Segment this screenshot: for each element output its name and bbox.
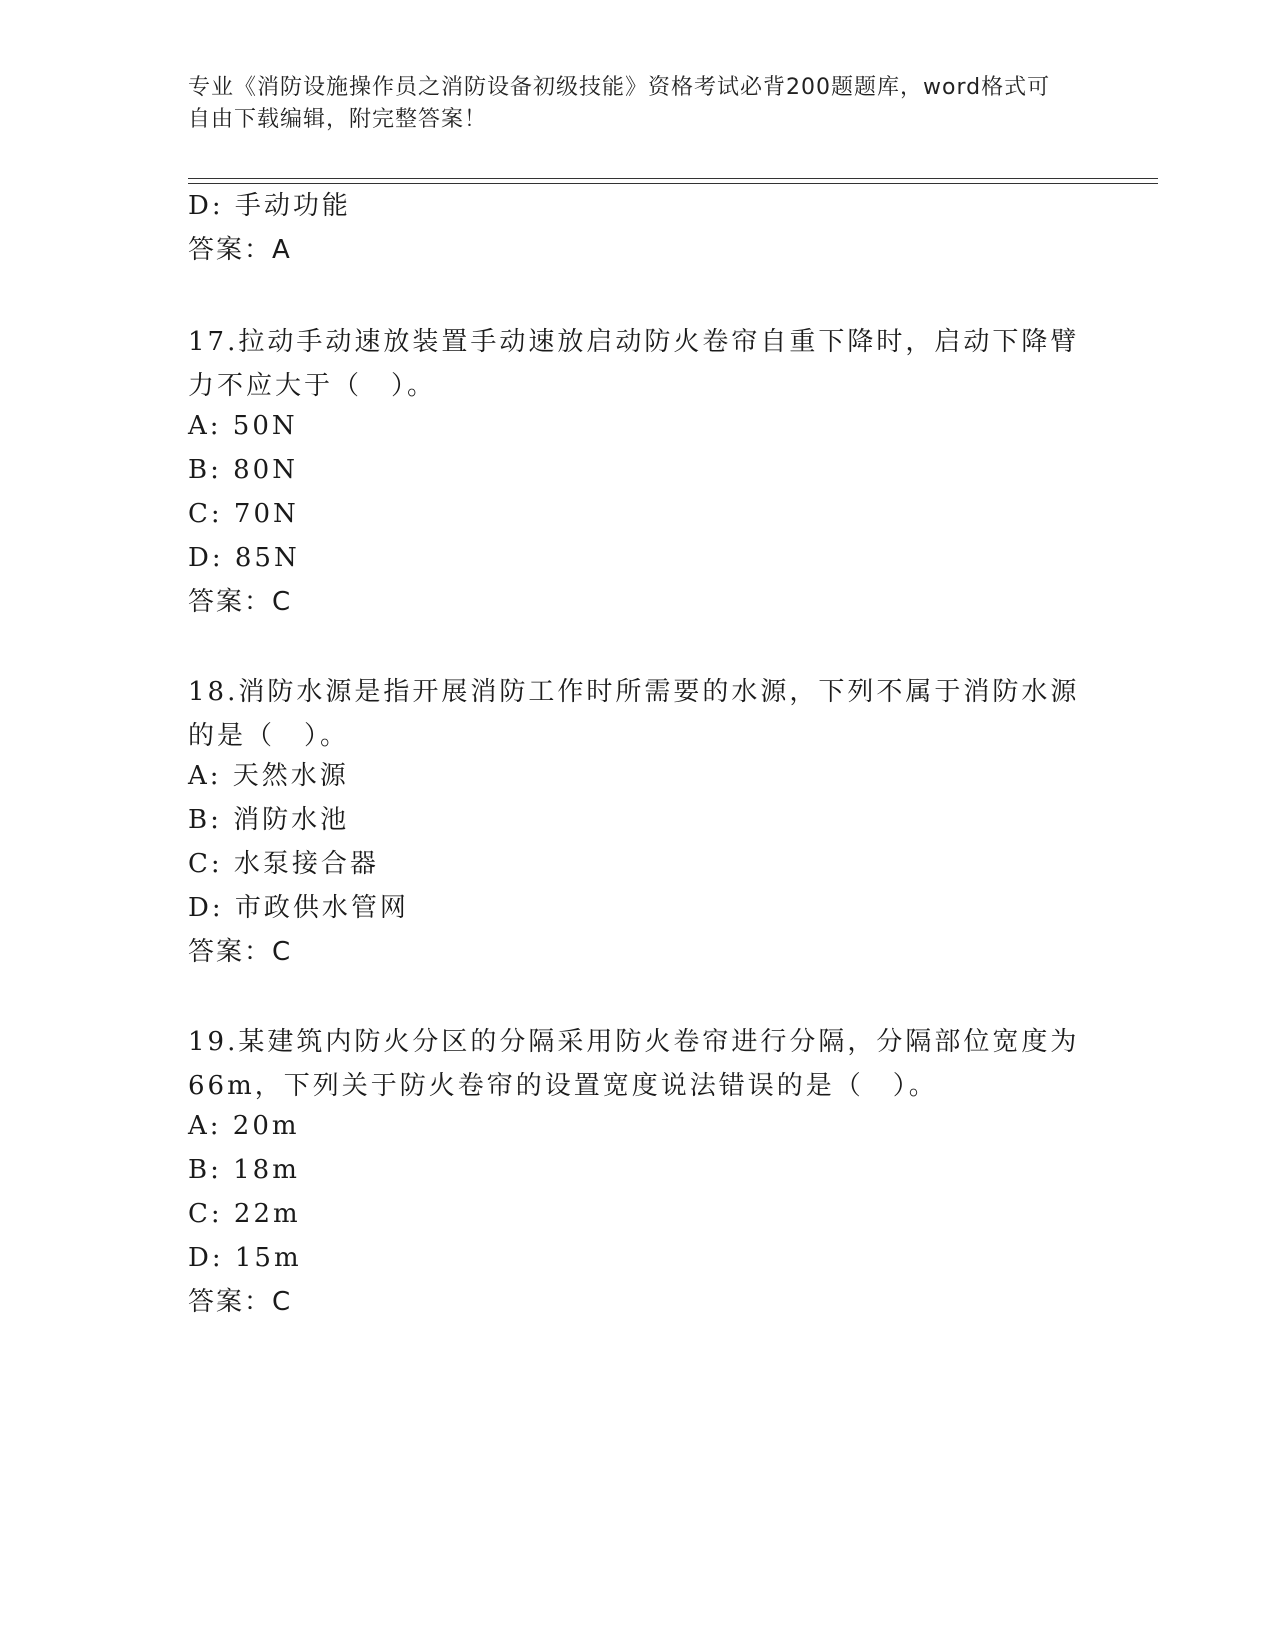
- header-rule-top: [188, 178, 1158, 179]
- question-17-option-b: B: 80N: [188, 455, 298, 485]
- question-18-option-a: A: 天然水源: [188, 761, 349, 791]
- question-19-option-c: C: 22m: [188, 1199, 301, 1229]
- question-18-option-d: D: 市政供水管网: [188, 893, 409, 923]
- question-19-option-d: D: 15m: [188, 1243, 302, 1273]
- question-17-text: 17.拉动手动速放装置手动速放启动防火卷帘自重下降时，启动下降臂力不应大于（ ）。: [188, 327, 1080, 401]
- question-17-option-a: A: 50N: [188, 411, 298, 441]
- header-rule-bottom: [188, 183, 1158, 184]
- question-18-option-b: B: 消防水池: [188, 805, 350, 835]
- prev-answer: 答案：A: [188, 235, 292, 265]
- prev-option-d: D: 手动功能: [188, 191, 351, 221]
- question-17-answer: 答案：C: [188, 587, 293, 617]
- question-19-option-b: B: 18m: [188, 1155, 300, 1185]
- question-17-option-c: C: 70N: [188, 499, 299, 529]
- question-17-option-d: D: 85N: [188, 543, 300, 573]
- question-19-text: 19.某建筑内防火分区的分隔采用防火卷帘进行分隔，分隔部位宽度为66m，下列关于防火卷帘的设置宽度说法错误的是（ ）。: [188, 1027, 1080, 1101]
- question-19-option-a: A: 20m: [188, 1111, 300, 1141]
- question-19-answer: 答案：C: [188, 1287, 293, 1317]
- question-18-answer: 答案：C: [188, 937, 293, 967]
- question-18-option-c: C: 水泵接合器: [188, 849, 379, 879]
- question-18-text: 18.消防水源是指开展消防工作时所需要的水源，下列不属于消防水源的是（ ）。: [188, 677, 1080, 751]
- document-header: 专业《消防设施操作员之消防设备初级技能》资格考试必背200题题库，word格式可自由下载编辑，附完整答案！: [188, 75, 1051, 132]
